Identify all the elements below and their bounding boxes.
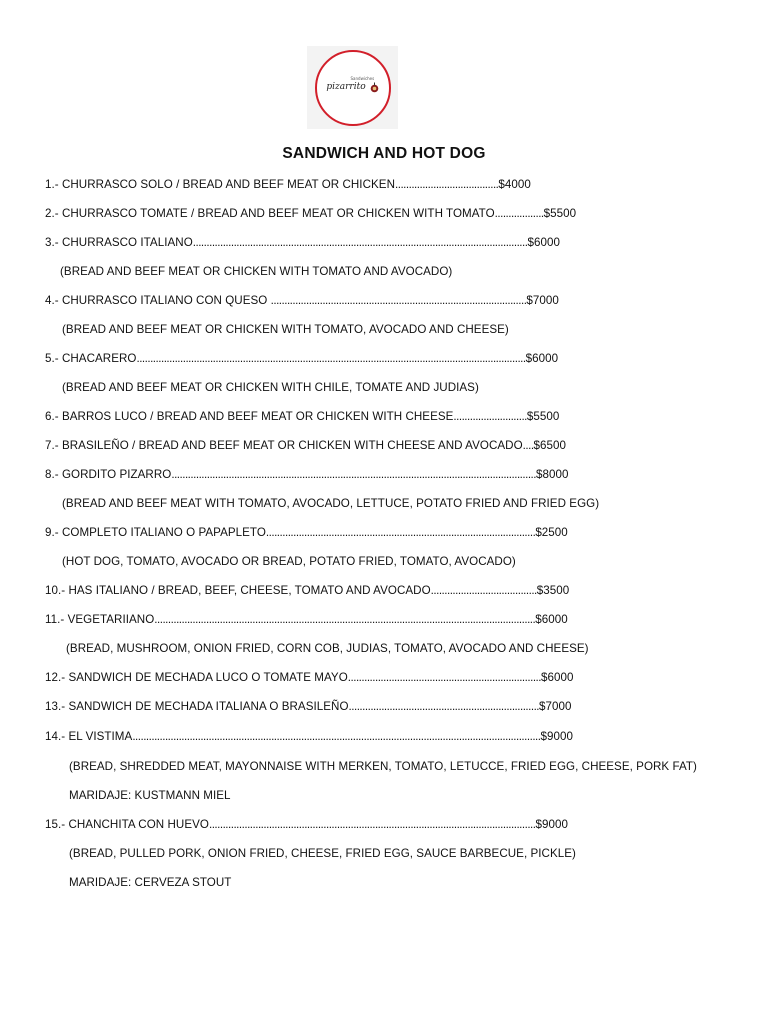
- menu-item: [45, 818, 572, 832]
- menu-item-description: [62, 497, 599, 511]
- logo: [307, 46, 398, 129]
- menu-item-pairing: [69, 876, 231, 890]
- menu-item-name: (BREAD AND BEEF MEAT WITH TOMATO, AVOCADO, LETTUCE, POTATO FRIED AND FRIED EGG): [62, 497, 600, 510]
- menu-item: [45, 730, 575, 744]
- dot-leader: ..................: [494, 207, 544, 220]
- menu-item-name: 2.- CHURRASCO TOMATE / BREAD AND BEEF MEAT OR CHICKEN WITH TOMATO: [45, 207, 495, 220]
- menu-item-description: [62, 381, 479, 395]
- menu-item-price: $6000: [535, 613, 568, 626]
- menu-item-price: $2500: [535, 526, 568, 539]
- logo-tagline: Sandwiches: [350, 75, 375, 81]
- menu-item-price: $5500: [543, 207, 577, 220]
- menu-item-description: [66, 642, 589, 656]
- dot-leader: ............................................................................................................................................: [154, 613, 536, 626]
- menu-item: [45, 671, 575, 685]
- menu-item-name: (BREAD, PULLED PORK, ONION FRIED, CHEESE, FRIED EGG, SAUCE BARBECUE, PICKLE): [69, 847, 576, 860]
- dot-leader: ......................................................................: [348, 700, 540, 713]
- menu-item-name: MARIDAJE: KUSTMANN MIEL: [69, 789, 231, 802]
- dot-leader: ......................................................................................................................................: [171, 468, 536, 481]
- menu-item-name: (BREAD, SHREDDED MEAT, MAYONNAISE WITH MERKEN, TOMATO, LETUCCE, FRIED EGG, CHEESE, PORK FAT): [69, 760, 697, 773]
- menu-item: [45, 352, 559, 366]
- dot-leader: ......................................: [395, 178, 499, 191]
- menu-item-name: (BREAD AND BEEF MEAT OR CHICKEN WITH CHILE, TOMATE AND JUDIAS): [62, 381, 479, 394]
- menu-item-name: 12.- SANDWICH DE MECHADA LUCO O TOMATE MAYO: [45, 671, 348, 684]
- dot-leader: ........................................................................................................................: [208, 818, 536, 831]
- dot-leader: .......................................: [430, 584, 537, 597]
- dot-leader: ......................................................................................................................................................: [132, 730, 541, 743]
- menu-item-price: $6000: [525, 352, 559, 365]
- menu-item-price: $6500: [533, 439, 567, 452]
- dot-leader: ...............................................................................................................................................: [136, 352, 526, 365]
- menu-item-price: $7000: [539, 700, 572, 713]
- menu-item-price: $6000: [540, 671, 574, 684]
- menu-item-name: 8.- GORDITO PIZARRO: [45, 468, 172, 481]
- menu-item-name: 3.- CHURRASCO ITALIANO: [45, 236, 193, 249]
- menu-item-price: $3500: [536, 584, 570, 597]
- menu-item-price: $4000: [498, 178, 531, 191]
- menu-item-price: $7000: [526, 294, 559, 307]
- menu-item-description: [62, 323, 509, 337]
- menu-item-name: 9.- COMPLETO ITALIANO O PAPAPLETO: [45, 526, 266, 539]
- menu-item: [45, 236, 563, 250]
- menu-item: [45, 410, 562, 424]
- menu-item-description: [69, 847, 576, 861]
- menu-item-name: 11.- VEGETARIIANO: [45, 613, 155, 626]
- menu-item-price: $6000: [527, 236, 560, 249]
- logo-mark-icon: [370, 82, 379, 93]
- menu-item-name: 15.- CHANCHITA CON HUEVO: [45, 818, 209, 831]
- page-title: SANDWICH AND HOT DOG: [282, 145, 486, 162]
- menu-item-name: 10.- HAS ITALIANO / BREAD, BEEF, CHEESE, TOMATO AND AVOCADO: [45, 584, 431, 597]
- menu-item-name: 6.- BARROS LUCO / BREAD AND BEEF MEAT OR CHICKEN WITH CHEESE: [45, 410, 454, 423]
- menu-item: [45, 613, 570, 627]
- menu-item-name: 7.- BRASILEÑO / BREAD AND BEEF MEAT OR CHICKEN WITH CHEESE AND AVOCADO: [45, 439, 523, 452]
- menu-item: [45, 584, 571, 598]
- menu-item-description: [69, 760, 697, 774]
- menu-item-price: $5500: [526, 410, 560, 423]
- menu-item: [45, 207, 579, 221]
- menu-item-name: (BREAD AND BEEF MEAT OR CHICKEN WITH TOMATO, AVOCADO AND CHEESE): [62, 323, 509, 336]
- menu-item-pairing: [69, 789, 231, 803]
- dot-leader: ...................................................................................................: [265, 526, 536, 539]
- menu-item-name: MARIDAJE: CERVEZA STOUT: [69, 876, 232, 889]
- menu-item: [45, 439, 568, 453]
- dot-leader: ..............................................................................................: [270, 294, 527, 307]
- menu-item-price: $8000: [536, 468, 569, 481]
- menu-item-name: (HOT DOG, TOMATO, AVOCADO OR BREAD, POTATO FRIED, TOMATO, AVOCADO): [62, 555, 516, 568]
- logo-brand: pizarrito: [326, 82, 366, 92]
- menu-item: [45, 294, 563, 308]
- menu-item: [45, 700, 575, 714]
- menu-item-name: 1.- CHURRASCO SOLO / BREAD AND BEEF MEAT OR CHICKEN: [45, 178, 395, 191]
- dot-leader: ...........................: [453, 410, 527, 423]
- menu-item: [45, 178, 533, 192]
- menu-item-description: [60, 265, 452, 279]
- menu-item: [45, 526, 571, 540]
- menu-item-name: (BREAD AND BEEF MEAT OR CHICKEN WITH TOMATO AND AVOCADO): [60, 265, 453, 278]
- logo-circle: [315, 50, 391, 126]
- menu-item-name: 13.- SANDWICH DE MECHADA ITALIANA O BRASILEÑO: [45, 700, 349, 713]
- menu-item-name: (BREAD, MUSHROOM, ONION FRIED, CORN COB, JUDIAS, TOMATO, AVOCADO AND CHEESE): [66, 642, 589, 655]
- menu-item-price: $9000: [535, 818, 569, 831]
- dot-leader: .......................................................................: [347, 671, 541, 684]
- dot-leader: ....: [522, 439, 534, 452]
- menu-item-name: 5.- CHACARERO: [45, 352, 137, 365]
- menu-item-description: [62, 555, 516, 569]
- menu-item-name: 14.- EL VISTIMA: [45, 730, 133, 743]
- menu-item: [45, 468, 571, 482]
- dot-leader: ...........................................................................................................................: [192, 236, 528, 249]
- menu-item-price: $9000: [540, 730, 573, 743]
- menu-item-name: 4.- CHURRASCO ITALIANO CON QUESO: [45, 294, 271, 307]
